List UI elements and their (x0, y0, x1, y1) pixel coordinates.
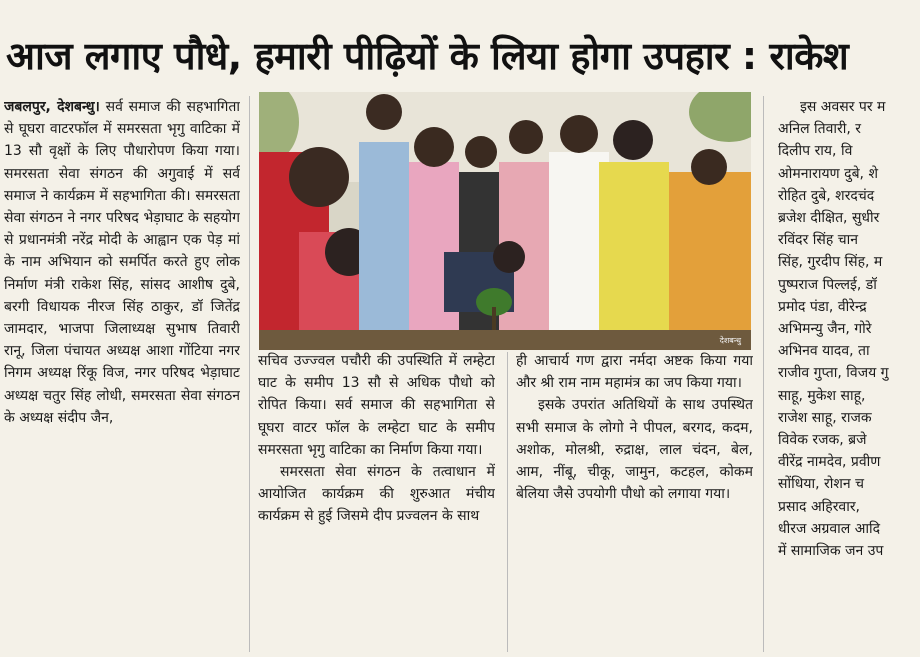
col4-line: इस अवसर पर म (800, 99, 886, 115)
col4-line: दिलीप राय, वि (778, 143, 853, 160)
col4-line: में सामाजिक जन उप (778, 543, 884, 560)
column-3-paragraph-1: ही आचार्य गण द्वारा नर्मदा अष्टक किया गया और श्री राम नाम महामंत्र का जप किया गया। (516, 353, 753, 392)
headline: आज लगाए पौधे, हमारी पीढ़ियों के लिया होगा उपहार : राकेश (6, 34, 849, 78)
column-1-text: सर्व समाज की सहभागिता से घूघरा वाटरफॉल में समरसता भृगु वाटिका में 13 सौ वृक्षों के लिए पौधारोपण किया गया। समरसता सेवा संगठन की अगुवाई में सर्व समाज ने कार्यक्रम में सहभागिता की। समरसता सेवा संगठन ने नगर परिषद भेड़ाघाट के सहयोग से प्रधानमंत्री नरेंद्र मोदी के आह्वान एक पेड़ मां के नाम अभियान को समर्पित करते हुए लोक निर्माण मंत्री राकेश सिंह, सांसद आशीष दुबे, बरगी विधायक नीरज सिंह ठाकुर, डॉ जितेंद्र जामदार, भाजपा जिलाध्यक्ष सुभाष तिवारी रानू, जिला पंचायत अध्यक्ष आशा गोंटिया नगर निगम अध्यक्ष रिंकू विज, नगर परिषद भेड़ाघाट अध्यक्ष चतुर सिंह लोधी, समरसता सेवा संगठन के अध्यक्ष संदीप जैन, (4, 99, 240, 426)
col4-line: ओमनारायण दुबे, शे (778, 165, 878, 182)
col4-line: रोहित दुबे, शरदचंद (778, 187, 875, 204)
col4-line: विवेक रजक, ब्रजे (778, 432, 867, 449)
col4-line: साहू, मुकेश साहू, (778, 387, 866, 404)
col4-line: ब्रजेश दीक्षित, सुधीर (778, 210, 880, 227)
article-column-4 (778, 96, 920, 657)
column-2-paragraph-2: समरसता सेवा संगठन के तत्वाधान में आयोजित कार्यक्रम की शुरुआत मंचीय कार्यक्रम से हुई जिसमे दीप प्रज्वलन के साथ (258, 464, 495, 525)
news-photo (259, 92, 751, 350)
col4-line: प्रसाद अहिरवार, (778, 498, 861, 515)
col4-line: सोंधिया, रोशन च (778, 476, 864, 493)
article-column-2 (258, 350, 495, 657)
article-column-1 (4, 96, 240, 657)
col4-line: वीरेंद्र नामदेव, प्रवीण (778, 454, 881, 471)
article-column-3 (516, 350, 753, 657)
photo-credit: देशबन्धु (719, 336, 741, 345)
column-3-paragraph-2: इसके उपरांत अतिथियों के साथ उपस्थित सभी समाज के लोगो ने पीपल, बरगद, कदम, अशोक, मोलश्री, रुद्राक्ष, लाल चंदन, बेल, आम, नींबू, चीकू, जामुन, कटहल, कोकम बेलिया जैसे उपयोगी पौधो को लगाया गया। (516, 397, 753, 503)
column-divider (763, 96, 764, 652)
column-divider (507, 352, 508, 652)
col4-line: अभिमन्यु जैन, गोरे (778, 321, 872, 338)
tree-planting-photo (259, 92, 751, 350)
col4-line: राजीव गुप्ता, विजय गु (778, 365, 889, 382)
column-divider (249, 96, 250, 652)
col4-line: धीरज अग्रवाल आदि (778, 520, 881, 537)
col4-line: राजेश साहू, राजक (778, 409, 872, 426)
column-2-paragraph-1: सचिव उज्ज्वल पचौरी की उपस्थिति में लम्हेटा घाट के समीप 13 सौ से अधिक पौधो को रोपित किया। सर्व समाज की सहभागिता से घूघरा वाटर फॉल के लम्हेटा घाट के समीप समरसता भृगु वाटिका का निर्माण किया गया। (258, 353, 495, 458)
col4-line: रविंदर सिंह चान (778, 232, 859, 249)
col4-line: अभिनव यादव, ता (778, 343, 870, 360)
col4-line: सिंह, गुरदीप सिंह, म (778, 254, 883, 271)
col4-line: प्रमोद पंडा, वीरेन्द्र (778, 298, 867, 315)
col4-line: अनिल तिवारी, र (778, 121, 862, 138)
col4-line: पुष्पराज पिल्लई, डॉ (778, 276, 877, 293)
dateline: जबलपुर, देशबन्धु। (4, 99, 100, 115)
